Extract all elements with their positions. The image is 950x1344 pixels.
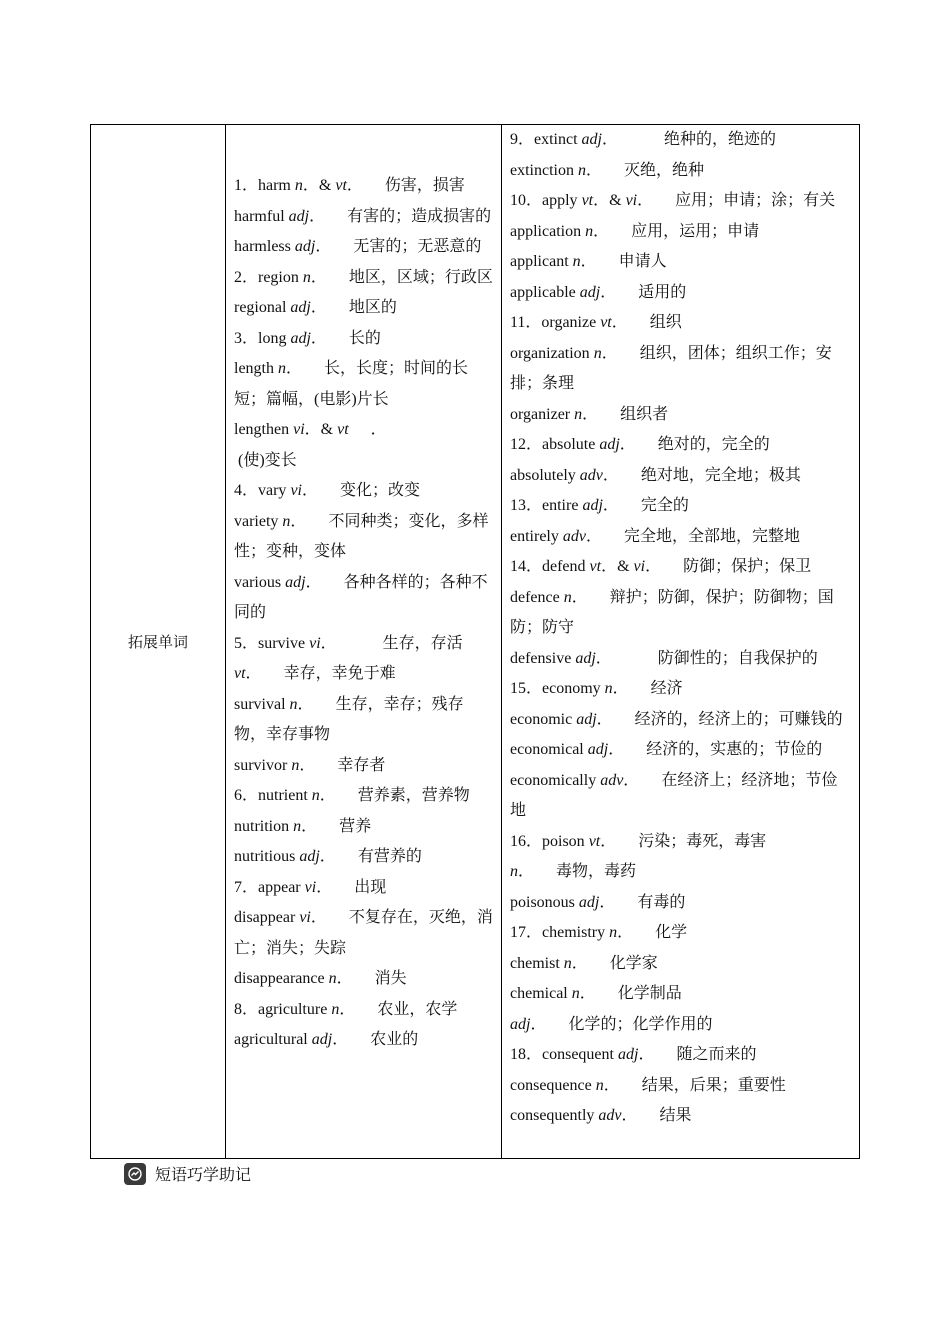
vocab-line: [510, 644, 853, 675]
vocab-line: [234, 751, 495, 782]
part-of-speech: adv: [579, 466, 603, 484]
part-of-speech: n: [293, 817, 302, 835]
part-of-speech: adj: [582, 497, 603, 514]
part-of-speech: n: [593, 344, 602, 362]
vocab-line: [510, 979, 853, 1010]
word-text: ．: [579, 985, 596, 1002]
definition: 伤害，损害: [384, 177, 465, 194]
word-text: ．: [600, 283, 617, 301]
definition: 幸存，幸免于难: [283, 665, 396, 682]
word-text: ．: [320, 634, 337, 652]
vocab-line: [510, 888, 853, 919]
word-text: ．: [309, 207, 326, 225]
word-text: variety: [234, 512, 283, 530]
definition: 农业，农学: [377, 1000, 458, 1018]
vocab-line: [510, 766, 853, 827]
vocab-line: [510, 705, 853, 736]
vocab-line: [234, 507, 495, 568]
definition: 地区的: [348, 299, 397, 316]
word-text: ．&: [593, 192, 626, 209]
word-text: 6．nutrient: [234, 787, 312, 804]
word-text: ．: [301, 817, 318, 835]
definition: 营养: [339, 817, 372, 835]
definition: 经济: [650, 680, 683, 697]
definition: 生存，存活: [358, 634, 463, 652]
part-of-speech: n: [510, 863, 518, 880]
part-of-speech: n: [311, 787, 320, 804]
vocab-line: [234, 812, 495, 843]
word-text: survival: [234, 695, 290, 713]
word-text: ．: [339, 1000, 356, 1018]
definition: 不复存在，灭绝，消亡；消失；失踪: [234, 909, 493, 957]
part-of-speech: vt: [337, 421, 349, 438]
vocab-line: [510, 400, 853, 431]
word-text: ．: [602, 497, 619, 514]
word-text: harmful: [234, 207, 289, 225]
part-of-speech: n: [577, 161, 586, 179]
definition: 组织: [649, 314, 682, 331]
word-text: (使)变长: [234, 451, 297, 469]
word-text: 4．vary: [234, 482, 291, 499]
vocab-line: [510, 1071, 853, 1102]
part-of-speech: vt: [588, 832, 601, 850]
word-text: ．: [530, 1015, 547, 1033]
word-text: ．: [585, 161, 602, 179]
category-label-cell: [91, 125, 226, 1158]
vocab-line: [234, 415, 495, 446]
part-of-speech: n: [595, 1076, 604, 1094]
word-text: ．: [580, 253, 597, 270]
part-of-speech: n: [604, 680, 613, 697]
part-of-speech: adj: [290, 299, 311, 316]
part-of-speech: adj: [510, 1015, 531, 1033]
word-text: 11．organize: [510, 314, 601, 331]
definition: 有营养的: [357, 848, 422, 865]
vocab-line: [234, 873, 495, 904]
vocab-line: [510, 1010, 853, 1041]
word-text: chemist: [510, 954, 564, 972]
category-label: 拓展单词: [127, 633, 188, 651]
word-text: ．: [332, 1031, 349, 1048]
vocab-line: [510, 156, 853, 187]
part-of-speech: vt: [234, 665, 246, 682]
word-text: poisonous: [510, 893, 579, 911]
word-text: nutritious: [234, 848, 300, 865]
word-text: applicant: [510, 253, 573, 270]
part-of-speech: adj: [576, 710, 597, 728]
definition: 应用，运用；申请: [631, 222, 760, 240]
part-of-speech: n: [563, 588, 572, 606]
part-of-speech: adj: [581, 131, 602, 148]
word-text: extinction: [510, 161, 578, 179]
definition: ．: [370, 421, 387, 438]
part-of-speech: adj: [617, 1046, 639, 1063]
vocab-line: [234, 476, 495, 507]
vocab-line: [234, 995, 495, 1026]
word-text: application: [510, 222, 586, 240]
definition: 长的: [348, 329, 381, 347]
word-text: 13．entire: [510, 497, 583, 514]
vocab-line: [510, 522, 853, 553]
word-text: ．: [599, 893, 616, 911]
part-of-speech: n: [328, 970, 337, 987]
word-text: 18．consequent: [510, 1046, 618, 1063]
word-text: 9．extinct: [510, 131, 582, 148]
footer-section: [124, 1162, 251, 1185]
definition: 农业的: [370, 1031, 419, 1048]
word-text: ．: [518, 863, 535, 880]
part-of-speech: vi: [290, 482, 302, 499]
vocab-line: [510, 217, 853, 248]
definition: 有毒的: [637, 893, 686, 911]
definition: 出现: [354, 878, 387, 896]
word-text: disappearance: [234, 970, 329, 987]
vocab-line: [234, 293, 495, 324]
part-of-speech: n: [278, 360, 286, 377]
definition: 营养素，营养物: [357, 787, 470, 804]
word-text: ．: [336, 970, 353, 987]
part-of-speech: vt: [589, 558, 602, 575]
vocab-line: [510, 461, 853, 492]
word-text: chemical: [510, 985, 572, 1002]
vocab-line: [510, 308, 853, 339]
word-text: ．: [297, 695, 314, 713]
definition: 无害的；无恶意的: [353, 238, 482, 255]
word-text: entirely: [510, 527, 563, 545]
footer-label: 短语巧学助记: [155, 1165, 252, 1184]
vocab-line: [234, 964, 495, 995]
part-of-speech: adj: [288, 207, 310, 225]
part-of-speech: n: [609, 924, 618, 941]
word-text: economical: [510, 741, 588, 758]
definition: 变化；改变: [340, 482, 421, 499]
word-text: 14．defend: [510, 558, 590, 575]
part-of-speech: vi: [293, 421, 305, 438]
definition: 经济的，经济上的；可赚钱的: [634, 710, 843, 728]
word-text: ．: [310, 268, 327, 286]
word-text: ．: [623, 771, 640, 789]
word-text: ．: [638, 1046, 655, 1063]
word-text: ．: [301, 482, 318, 499]
part-of-speech: n: [563, 954, 572, 972]
vocab-line: [510, 674, 853, 705]
vocab-line: [510, 857, 853, 888]
word-text: length: [234, 360, 278, 377]
vocab-line: [510, 278, 853, 309]
word-text: ．: [617, 924, 634, 941]
word-text: consequently: [510, 1107, 599, 1124]
vocab-line: [510, 827, 853, 858]
vocab-line: [234, 171, 495, 202]
word-text: disappear: [234, 909, 300, 926]
part-of-speech: adj: [285, 573, 306, 591]
vocab-line: [510, 735, 853, 766]
definition: 化学的；化学作用的: [568, 1015, 713, 1033]
word-text: ．: [608, 741, 625, 758]
vocab-line: [510, 1101, 853, 1132]
definition: 应用；申请；涂；有关: [675, 192, 836, 209]
part-of-speech: n: [294, 177, 303, 194]
definition: 防御性的；自我保护的: [633, 649, 818, 667]
word-text: various: [234, 573, 286, 591]
word-text: 16．poison: [510, 832, 589, 850]
part-of-speech: adj: [587, 741, 609, 758]
word-text: ．&: [302, 177, 336, 194]
vocab-line: [234, 690, 495, 751]
part-of-speech: n: [291, 756, 300, 774]
definition: 结果，后果；重要性: [641, 1076, 786, 1094]
part-of-speech: adj: [299, 848, 320, 865]
definition: 组织，团体；组织工作；安排；条理: [510, 344, 832, 392]
vocab-line: [234, 354, 495, 415]
part-of-speech: vt: [600, 314, 612, 331]
definition: 灭绝，绝种: [624, 161, 705, 179]
word-text: 2．region: [234, 268, 303, 286]
definition: 生存，幸存；残存物，幸存事物: [234, 695, 464, 743]
word-text: survivor: [234, 756, 292, 774]
vocab-line: [234, 842, 495, 873]
part-of-speech: adj: [311, 1031, 333, 1048]
definition: 绝种的，绝迹的: [640, 131, 777, 148]
definition: 申请人: [618, 253, 667, 270]
part-of-speech: adv: [562, 527, 586, 545]
word-text: ．: [316, 878, 333, 896]
definition: 消失: [374, 970, 407, 987]
word-text: ．: [621, 1107, 638, 1124]
part-of-speech: vi: [625, 192, 638, 209]
word-text: ．: [585, 527, 602, 545]
word-text: 12．absolute: [510, 436, 600, 453]
word-text: 10．apply: [510, 192, 582, 209]
word-text: ．: [305, 573, 322, 591]
word-text: ．: [315, 238, 332, 255]
definition: 化学制品: [617, 985, 682, 1002]
definition: 经济的，实惠的；节俭的: [646, 741, 823, 758]
word-text: 7．appear: [234, 878, 305, 896]
vocab-line: [510, 339, 853, 400]
part-of-speech: adj: [575, 649, 596, 667]
word-text: applicable: [510, 283, 580, 301]
word-text: harmless: [234, 238, 295, 255]
word-text: ．: [595, 649, 612, 667]
word-text: ．: [571, 954, 588, 972]
word-text: ．: [602, 131, 619, 148]
part-of-speech: adj: [578, 893, 600, 911]
word-text: defensive: [510, 649, 576, 667]
vocab-line: [234, 659, 495, 690]
definition: 地区，区域；行政区: [348, 268, 493, 286]
word-text: ．: [346, 177, 363, 194]
vocab-line: [510, 247, 853, 278]
word-text: consequence: [510, 1076, 596, 1094]
word-text: organizer: [510, 405, 575, 423]
vocab-line: [234, 263, 495, 294]
vocab-line: [234, 781, 495, 812]
word-text: 15．economy: [510, 680, 605, 697]
word-text: defence: [510, 588, 564, 606]
vocab-line: [234, 446, 495, 477]
word-text: ．: [603, 1076, 620, 1094]
word-list-column-2: [502, 125, 859, 1158]
part-of-speech: n: [331, 1000, 340, 1018]
word-text: ．: [612, 680, 629, 697]
definition: 毒物，毒药: [556, 863, 637, 880]
word-text: 1．harm: [234, 177, 295, 194]
part-of-speech: vi: [299, 909, 311, 926]
part-of-speech: vi: [309, 634, 321, 652]
word-text: ．: [637, 192, 654, 209]
word-text: ．: [602, 466, 619, 484]
vocab-line: [510, 918, 853, 949]
vocab-line: [234, 903, 495, 964]
word-text: regional: [234, 299, 291, 316]
part-of-speech: vi: [633, 558, 646, 575]
definition: 各种各样的；各种不同的: [234, 573, 488, 621]
word-text: ．: [290, 512, 307, 530]
definition: 化学: [655, 924, 688, 941]
definition: 完全的: [640, 497, 689, 514]
part-of-speech: n: [282, 512, 291, 530]
word-text: economically: [510, 771, 601, 789]
vocab-line: [510, 949, 853, 980]
word-list-column-1: [226, 125, 502, 1158]
definition: 长，长度；时间的长短；篇幅，(电影)片长: [234, 360, 469, 408]
word-text: ．&: [601, 558, 634, 575]
memo-icon: [124, 1163, 146, 1185]
vocab-line: [510, 491, 853, 522]
part-of-speech: n: [574, 405, 583, 423]
part-of-speech: n: [302, 268, 311, 286]
word-text: ．: [310, 329, 327, 347]
part-of-speech: adj: [599, 436, 620, 453]
definition: 防御；保护；保卫: [683, 558, 812, 575]
part-of-speech: n: [572, 253, 581, 270]
vocab-line: [510, 125, 853, 156]
vocab-line: [234, 1025, 495, 1056]
vocab-line: [234, 202, 495, 233]
word-text: ．: [310, 299, 327, 316]
definition: 绝对地，完全地；极其: [640, 466, 801, 484]
part-of-speech: vt: [335, 177, 347, 194]
definition: 适用的: [638, 283, 687, 301]
vocab-line: [510, 552, 853, 583]
word-text: agricultural: [234, 1031, 312, 1048]
word-text: ．: [319, 848, 336, 865]
vocab-line: [234, 324, 495, 355]
vocab-line: [234, 568, 495, 629]
definition: 完全地，全部地，完整地: [624, 527, 801, 545]
word-text: economic: [510, 710, 577, 728]
part-of-speech: n: [585, 222, 594, 240]
definition: 幸存者: [337, 756, 386, 774]
word-text: absolutely: [510, 466, 580, 484]
vocab-line: [234, 629, 495, 660]
word-text: nutrition: [234, 817, 294, 835]
word-text: 17．chemistry: [510, 924, 610, 941]
part-of-speech: vt: [581, 192, 594, 209]
word-text: ．: [600, 832, 617, 850]
word-text: 3．long: [234, 329, 291, 347]
word-text: ．: [619, 436, 636, 453]
part-of-speech: vi: [304, 878, 317, 896]
definition: 化学家: [609, 954, 658, 972]
definition: 组织者: [620, 405, 669, 423]
part-of-speech: adv: [600, 771, 624, 789]
word-text: ．: [593, 222, 610, 240]
vocab-line: [510, 430, 853, 461]
part-of-speech: adj: [290, 329, 311, 347]
word-text: ．: [596, 710, 613, 728]
part-of-speech: n: [289, 695, 298, 713]
word-text: ．: [310, 909, 327, 926]
vocab-line: [510, 1040, 853, 1071]
vocab-line: [234, 232, 495, 263]
word-text: ．: [319, 787, 336, 804]
definition: 结果: [659, 1107, 692, 1124]
word-text: ．: [286, 360, 303, 377]
word-text: ．: [299, 756, 316, 774]
part-of-speech: n: [571, 985, 580, 1002]
vocab-line: [510, 583, 853, 644]
word-text: ．: [645, 558, 662, 575]
word-text: organization: [510, 344, 594, 362]
definition: 有害的；造成损害的: [347, 207, 492, 225]
vocab-line: [510, 186, 853, 217]
definition: 在经济上；经济地；节俭地: [510, 771, 838, 819]
word-text: lengthen: [234, 421, 294, 438]
word-text: ．: [601, 344, 618, 362]
word-text: ．: [245, 665, 262, 682]
word-text: 8．agriculture: [234, 1000, 332, 1018]
part-of-speech: adj: [294, 238, 316, 255]
definition: 污染；毒死，毒害: [638, 832, 767, 850]
definition: 绝对的，完全的: [657, 436, 770, 453]
part-of-speech: adj: [579, 283, 601, 301]
word-text: ．: [571, 588, 588, 606]
vocab-table: [90, 124, 860, 1159]
word-text: ．&: [304, 421, 338, 438]
word-text: ．: [611, 314, 628, 331]
word-text: 5．survive: [234, 634, 310, 652]
definition: 不同种类；变化，多样性；变种，变体: [234, 512, 489, 560]
definition: 辩护；防御，保护；防御物；国防；防守: [510, 588, 834, 636]
definition: 随之而来的: [676, 1046, 757, 1063]
word-text: ．: [582, 405, 599, 423]
part-of-speech: adv: [598, 1107, 622, 1124]
